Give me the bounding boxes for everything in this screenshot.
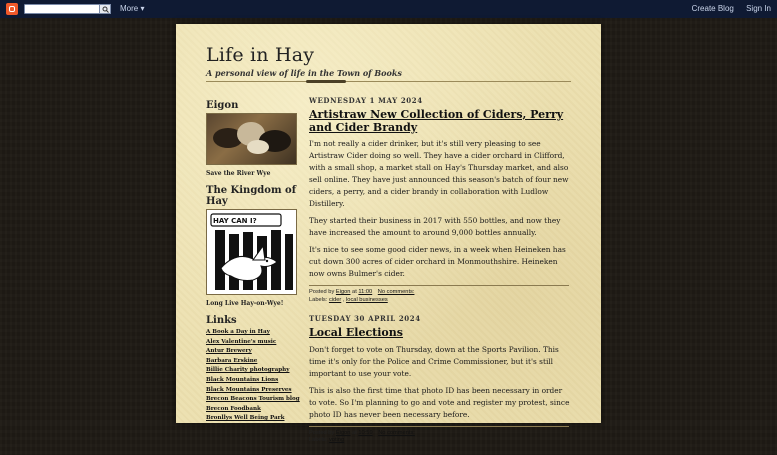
- header-flourish: [306, 80, 346, 83]
- at-label: at: [352, 429, 357, 436]
- search-icon: [102, 6, 109, 13]
- list-item: [206, 376, 301, 386]
- kingdom-caption: Long Live Hay-on-Wye!: [206, 300, 284, 307]
- post-body: [309, 138, 571, 280]
- main-posts: [309, 96, 571, 455]
- sign-in-link[interactable]: Sign In: [746, 4, 771, 13]
- sidebar-link[interactable]: Black Mountains Lions: [206, 376, 279, 383]
- links-widget-title: Links: [206, 315, 237, 326]
- list-item: [206, 338, 301, 348]
- post-footer: [309, 430, 571, 445]
- eigon-caption: Save the River Wye: [206, 170, 271, 177]
- labels-label: Labels:: [309, 437, 328, 444]
- post-title: [309, 327, 571, 340]
- sidebar-link[interactable]: Brecon Foodbank: [206, 405, 261, 412]
- post-paragraph: It's nice to see some good cider news, in a week when Heineken has cut down 300 acres of cider orchard in Monmouthshire. Heineken now owns Bulmer's cider.: [309, 245, 566, 278]
- post-body: [309, 344, 571, 421]
- list-item: [206, 386, 301, 396]
- post-divider: [309, 426, 569, 427]
- list-item: [206, 328, 301, 338]
- at-label: at: [352, 289, 357, 295]
- dragon-illustration-icon: [207, 210, 296, 294]
- list-item: [206, 395, 301, 405]
- blogger-navbar: [0, 0, 777, 18]
- post-paragraph: This is also the first time that photo ID has been necessary in order to vote. So I'm planning to go and vote and register my protest, since photo ID has never been necessary before.: [309, 385, 570, 419]
- more-menu[interactable]: More ▾: [120, 4, 145, 13]
- blogger-logo-icon[interactable]: [6, 3, 18, 15]
- sidebar-link[interactable]: Antur Brewery: [206, 348, 252, 355]
- search-button[interactable]: [99, 4, 111, 14]
- eigon-photo[interactable]: [206, 113, 297, 165]
- timestamp-link[interactable]: 11:00: [358, 289, 373, 295]
- post-date: WEDNESDAY 1 MAY 2024: [309, 96, 423, 105]
- list-item: [206, 405, 301, 415]
- post-paragraph: I'm not really a cider drinker, but it's still very pleasing to see Artistraw Cider doing so well. They have a cider orchard in Clifford, with a small shop, a market stall on Hay's Thursday market, and also sell online. They have just announced this season's batch of four new ciders, a perry, and a cider brandy in collaboration with Ludlow Distillery.: [309, 139, 569, 208]
- sidebar-link[interactable]: Black Mountains Preserves: [206, 386, 292, 393]
- label-link[interactable]: local businesses: [346, 296, 388, 303]
- blog-post: [309, 314, 571, 445]
- list-item: [206, 357, 301, 367]
- list-item: [206, 414, 301, 424]
- post-title-link[interactable]: Local Elections: [309, 326, 403, 340]
- links-list: [206, 328, 301, 424]
- blog-title[interactable]: Life in Hay: [206, 44, 315, 66]
- hay-sign-text: HAY CAN I?: [213, 217, 257, 225]
- eigon-widget-title: Eigon: [206, 100, 239, 111]
- author-link[interactable]: Eigon: [335, 289, 351, 295]
- header-divider: [206, 81, 571, 82]
- posted-by-label: Posted by: [309, 289, 335, 295]
- author-link[interactable]: Eigon: [335, 429, 351, 436]
- sidebar-link[interactable]: Barbara Erskine: [206, 357, 258, 364]
- timestamp-link[interactable]: 10:59: [358, 429, 373, 436]
- labels-label: Labels:: [309, 296, 328, 303]
- list-item: [206, 366, 301, 376]
- post-date: TUESDAY 30 APRIL 2024: [309, 314, 421, 324]
- post-title: [309, 109, 571, 134]
- sidebar-link[interactable]: Billie Charity photography: [206, 367, 290, 374]
- create-blog-link[interactable]: Create Blog: [691, 4, 734, 13]
- blog-post: [309, 96, 571, 304]
- post-paragraph: They started their business in 2017 with 550 bottles, and now they have increased the amount to around 9,000 bottles annually.: [309, 216, 561, 237]
- sidebar: [206, 100, 301, 424]
- navbar-right: [682, 4, 771, 13]
- sidebar-link[interactable]: Alex Valentine's music: [206, 338, 277, 345]
- list-item: [206, 347, 301, 357]
- sidebar-link[interactable]: Bronllys Well Being Park: [206, 415, 285, 422]
- post-footer: Posted by Eigon at 11:00 No comments: Labels: cider , local businesses: [309, 289, 415, 303]
- comments-link[interactable]: No comments:: [377, 289, 415, 295]
- kingdom-of-hay-image[interactable]: [206, 209, 297, 295]
- posted-by-label: Posted by: [309, 429, 335, 436]
- cat-shape: [247, 140, 269, 154]
- blog-page: [176, 24, 601, 444]
- post-divider: [309, 285, 569, 286]
- post-title-link[interactable]: Artistraw New Collection of Ciders, Perry and Cider Brandy: [309, 108, 564, 134]
- blog-description: A personal view of life in the Town of Books: [206, 68, 402, 78]
- kingdom-widget-title: The Kingdom of Hay: [206, 185, 297, 207]
- sidebar-link[interactable]: Brecon Beacons Tourism blog: [206, 396, 300, 403]
- label-link[interactable]: cider: [328, 296, 342, 303]
- post-paragraph: Don't forget to vote on Thursday, down at the Sports Pavilion. This time it's only for the Police and Crime Commissioner, but it's still important to use your vote.: [309, 344, 559, 378]
- sidebar-link[interactable]: A Book a Day in Hay: [206, 329, 270, 335]
- comments-link[interactable]: No comments:: [378, 429, 415, 436]
- search-input[interactable]: [24, 4, 110, 14]
- label-link[interactable]: voting: [328, 437, 345, 444]
